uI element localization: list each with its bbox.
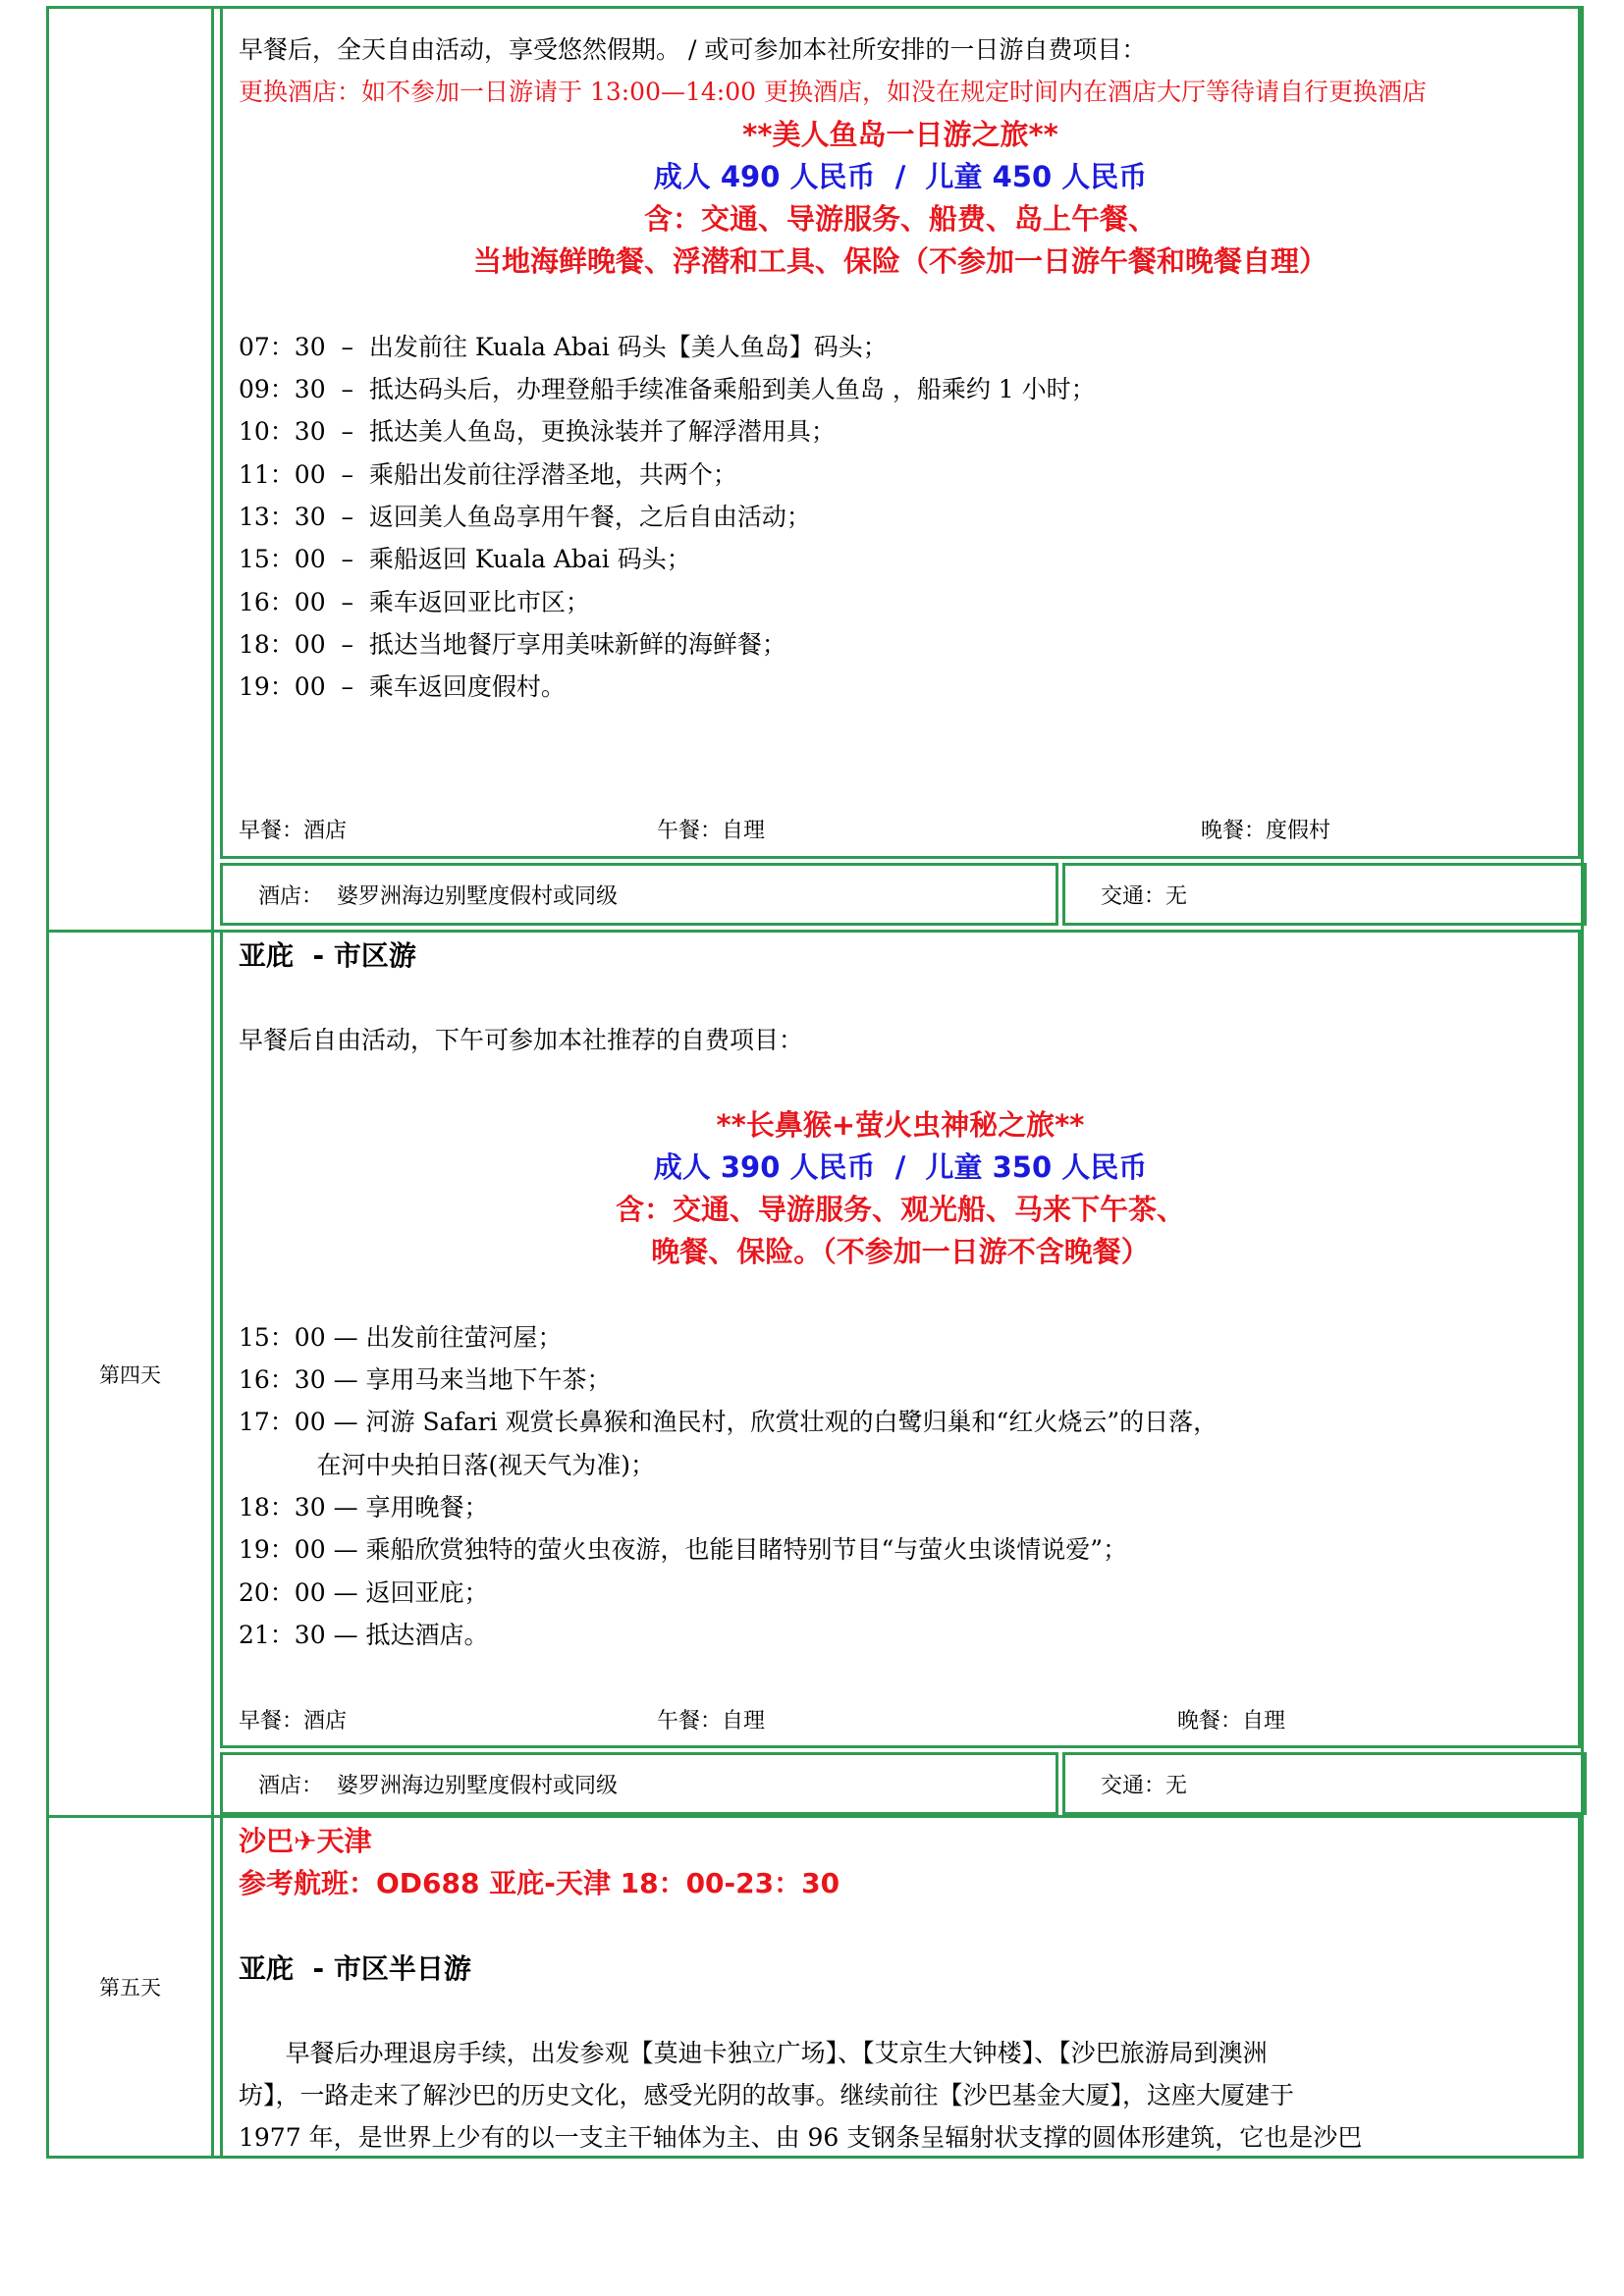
day4-row bbox=[49, 930, 1581, 1815]
schedule-item: 15：00 — 出发前往萤河屋； bbox=[239, 1322, 563, 1352]
day4-dinner: 晚餐：自理 bbox=[1177, 1709, 1286, 1734]
day3-transport: 交通：无 bbox=[1062, 863, 1587, 926]
day4-title: 亚庇 - 市区游 bbox=[239, 939, 416, 972]
day3-tour-price: 成人 490 人民币 / 儿童 450 人民币 bbox=[653, 159, 1148, 193]
day5-title: 亚庇 - 市区半日游 bbox=[239, 1951, 471, 1985]
schedule-item: 11：00 – 乘船出发前往浮潜圣地，共两个； bbox=[239, 459, 737, 489]
day4-lunch: 午餐：自理 bbox=[657, 1709, 766, 1734]
schedule-item: 20：00 — 返回亚庇； bbox=[239, 1577, 489, 1607]
day4-details-cell bbox=[220, 933, 1581, 1748]
schedule-item: 13：30 – 返回美人鱼岛享用午餐，之后自由活动； bbox=[239, 502, 811, 531]
day3-dinner: 晚餐：度假村 bbox=[1201, 819, 1331, 843]
day4-meals bbox=[239, 1704, 1562, 1734]
schedule-item: 在河中央拍日落(视天气为准)； bbox=[239, 1450, 655, 1479]
schedule-item: 16：00 – 乘车返回亚比市区； bbox=[239, 587, 590, 616]
day3-details-cell bbox=[220, 9, 1581, 859]
schedule-item: 19：00 – 乘车返回度假村。 bbox=[239, 672, 566, 702]
day4-tour-includes-2: 晚餐、保险。（不参加一日游不含晚餐） bbox=[651, 1235, 1150, 1269]
day5-label: 第五天 bbox=[49, 1818, 214, 2156]
day4-content bbox=[220, 933, 1581, 1815]
day5-description-line: 早餐后办理退房手续，出发参观【莫迪卡独立广场】、【艾京生大钟楼】、【沙巴旅游局到澳洲 bbox=[239, 2038, 1268, 2067]
day3-schedule bbox=[239, 326, 1562, 709]
day5-row bbox=[49, 1815, 1581, 2156]
schedule-item: 15：00 – 乘船返回 Kuala Abai 码头； bbox=[239, 545, 691, 574]
day3-tour-includes-1: 含：交通、导游服务、船费、岛上午餐、 bbox=[643, 202, 1157, 237]
schedule-item: 10：30 – 抵达美人鱼岛，更换泳装并了解浮潜用具； bbox=[239, 417, 836, 447]
day3-row bbox=[49, 9, 1581, 930]
schedule-item: 17：00 — 河游 Safari 观赏长鼻猴和渔民村，欣赏壮观的白鹭归巢和“红火烧云”的日落， bbox=[239, 1408, 1218, 1437]
itinerary-table bbox=[46, 6, 1584, 2159]
day4-intro: 早餐后自由活动，下午可参加本社推荐的自费项目： bbox=[239, 1026, 804, 1055]
day3-intro: 早餐后，全天自由活动，享受悠然假期。 / 或可参加本社所安排的一日游自费项目： bbox=[239, 35, 1147, 64]
day5-description-line: 坊】，一路走来了解沙巴的历史文化，感受光阴的故事。继续前往【沙巴基金大厦】，这座大厦建于 bbox=[239, 2081, 1295, 2110]
schedule-item: 19：00 — 乘船欣赏独特的萤火虫夜游，也能目睹特别节目“与萤火虫谈情说爱”； bbox=[239, 1535, 1128, 1565]
day4-label: 第四天 bbox=[49, 933, 214, 1815]
day5-flight: 参考航班：OD688 亚庇-天津 18：00-23：30 bbox=[239, 1867, 840, 1900]
day4-tour-includes-1: 含：交通、导游服务、观光船、马来下午茶、 bbox=[615, 1193, 1185, 1227]
day4-hotel: 酒店： 婆罗洲海边别墅度假村或同级 bbox=[220, 1752, 1058, 1815]
schedule-item: 07：30 – 出发前往 Kuala Abai 码头【美人鱼岛】码头； bbox=[239, 332, 888, 361]
day3-hotel-row bbox=[220, 863, 1581, 926]
day3-tour-title: **美人鱼岛一日游之旅** bbox=[742, 117, 1058, 151]
day3-breakfast: 早餐：酒店 bbox=[239, 819, 348, 843]
day3-lunch: 午餐：自理 bbox=[657, 819, 766, 843]
day4-breakfast: 早餐：酒店 bbox=[239, 1709, 348, 1734]
day3-label-cell bbox=[49, 9, 214, 930]
day5-route: 沙巴✈天津 bbox=[239, 1825, 372, 1857]
day4-tour-title: **长鼻猴+萤火虫神秘之旅** bbox=[716, 1107, 1085, 1142]
day4-transport: 交通：无 bbox=[1062, 1752, 1587, 1815]
day3-content bbox=[220, 9, 1581, 930]
day3-hotel: 酒店： 婆罗洲海边别墅度假村或同级 bbox=[220, 863, 1058, 926]
day3-hotel-change-notice: 更换酒店：如不参加一日游请于 13:00—14:00 更换酒店，如没在规定时间内在酒店大厅等待请自行更换酒店 bbox=[239, 78, 1427, 107]
schedule-item: 16：30 — 享用马来当地下午茶； bbox=[239, 1365, 612, 1395]
schedule-item: 21：30 — 抵达酒店。 bbox=[239, 1620, 489, 1649]
day5-description-line: 1977 年，是世界上少有的以一支主干轴体为主、由 96 支钢条呈辐射状支撑的圆体形建筑，它也是沙巴 bbox=[239, 2123, 1363, 2153]
day5-content bbox=[220, 1818, 1581, 2156]
schedule-item: 18：00 – 抵达当地餐厅享用美味新鲜的海鲜餐； bbox=[239, 629, 786, 659]
day4-tour-price: 成人 390 人民币 / 儿童 350 人民币 bbox=[653, 1149, 1148, 1184]
day3-meals bbox=[239, 814, 1562, 843]
day4-schedule bbox=[239, 1316, 1562, 1656]
day5-details-cell bbox=[220, 1818, 1581, 2156]
day3-tour-includes-2: 当地海鲜晚餐、浮潜和工具、保险（不参加一日游午餐和晚餐自理） bbox=[472, 244, 1327, 279]
schedule-item: 18：30 — 享用晚餐； bbox=[239, 1492, 489, 1522]
schedule-item: 09：30 – 抵达码头后，办理登船手续准备乘船到美人鱼岛 ，船乘约 1 小时； bbox=[239, 375, 1096, 404]
day4-hotel-row bbox=[220, 1752, 1581, 1815]
